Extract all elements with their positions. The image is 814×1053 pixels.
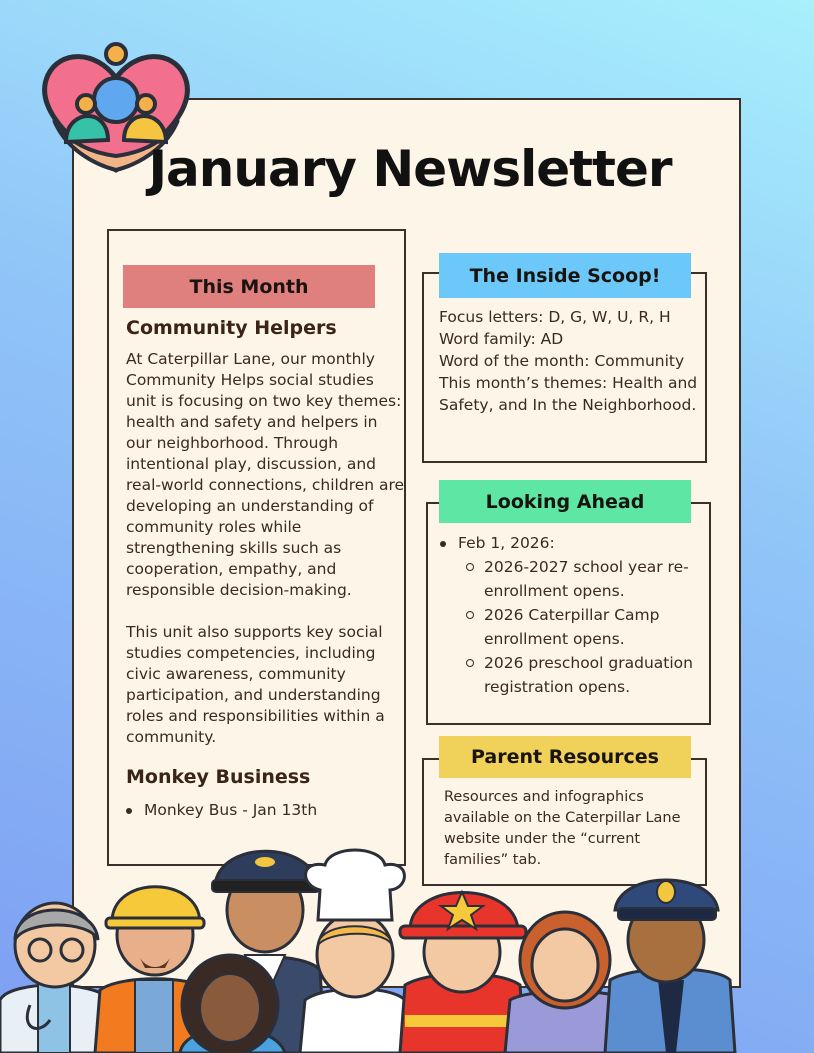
parent-resources-text: Resources and infographics available on the Caterpillar Lane website under the “current families” tab. <box>444 789 681 868</box>
monkey-bus-text: Monkey Bus - Jan 13th <box>144 801 318 819</box>
camp-enrollment-text: 2026 Caterpillar Camp enrollment opens. <box>484 606 660 648</box>
focus-letters-line: Focus letters: D, G, W, U, R, H <box>439 308 671 326</box>
monkey-business-heading: Monkey Business <box>126 766 311 788</box>
graduation-registration-text: 2026 preschool graduation registration opens. <box>484 654 693 696</box>
circle-bullet-icon <box>466 659 474 667</box>
this-month-pill: This Month <box>123 265 375 308</box>
bullet-icon <box>126 808 132 814</box>
parent-resources-pill: Parent Resources <box>439 736 691 778</box>
reenrollment-text: 2026-2027 school year re-enrollment opens. <box>484 558 689 600</box>
newsletter-title: January Newsletter <box>148 140 672 198</box>
looking-ahead-item <box>466 555 702 603</box>
looking-ahead-pill: Looking Ahead <box>439 480 691 523</box>
chef-figure <box>300 850 410 1053</box>
circle-bullet-icon <box>466 563 474 571</box>
looking-ahead-item <box>466 651 702 699</box>
community-helpers-illustration <box>0 830 814 1053</box>
monkey-business-list-item <box>126 800 396 821</box>
bullet-icon <box>440 541 446 547</box>
community-helpers-paragraph-1: At Caterpillar Lane, our monthly Community Helps social studies unit is focusing on two key themes: health and safety and helpers in our neighborhood. Through intentional play, discussion, and real-world connections, children are developing an understanding of community roles while strengthening skills such as cooperation, empathy, and responsible decision-making. <box>126 350 405 599</box>
word-of-month-line: Word of the month: Community <box>439 352 685 370</box>
looking-ahead-date-item <box>440 531 702 555</box>
word-family-line: Word family: AD <box>439 330 564 348</box>
community-helpers-heading: Community Helpers <box>126 317 337 339</box>
looking-ahead-date: Feb 1, 2026: <box>458 534 555 552</box>
looking-ahead-list <box>440 531 702 699</box>
looking-ahead-item <box>466 603 702 651</box>
inside-scoop-text <box>439 306 701 416</box>
community-helpers-paragraph-2: This unit also supports key social studies competencies, including civic awareness, community participation, and understanding roles and responsibilities within a community. <box>126 623 385 746</box>
themes-line: This month’s themes: Health and Safety, and In the Neighborhood. <box>439 374 698 414</box>
inside-scoop-pill: The Inside Scoop! <box>439 253 691 298</box>
circle-bullet-icon <box>466 611 474 619</box>
police-officer-figure <box>605 880 735 1053</box>
